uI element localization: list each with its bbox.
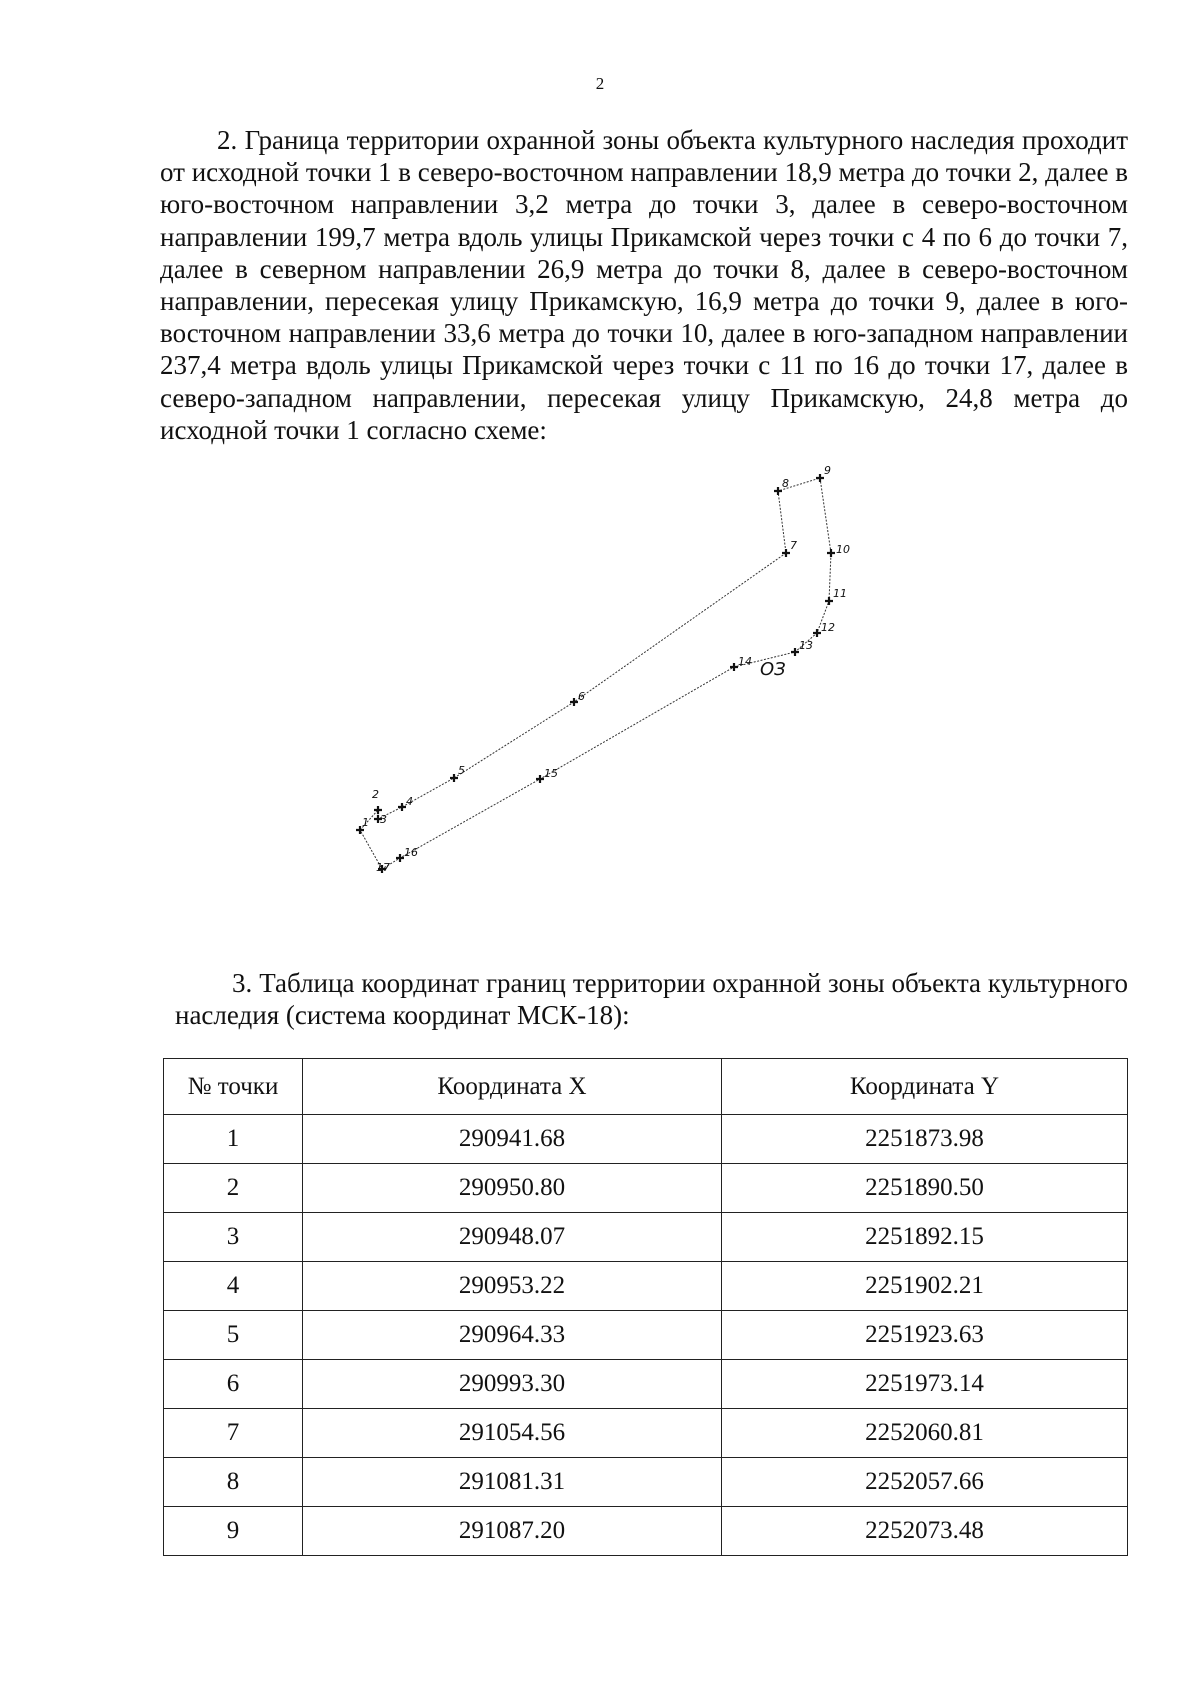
cell-coordinate-x: 291081.31 xyxy=(303,1458,722,1507)
cell-coordinate-x: 290953.22 xyxy=(303,1262,722,1311)
table-row xyxy=(164,1409,1128,1458)
table-header-row xyxy=(164,1059,1128,1115)
boundary-point-mark xyxy=(396,854,404,862)
boundary-point-mark xyxy=(825,597,833,605)
boundary-point-label: 13 xyxy=(799,639,813,652)
boundary-scheme xyxy=(340,464,940,945)
table-row xyxy=(164,1458,1128,1507)
paragraph-boundary-text: 2. Граница территории охранной зоны объекта культурного наследия проходит от исходной точки 1 в северо-восточном направлении 18,9 метра до точки 2, далее в юго-восточном направлении 3,2 метра до точки 3, далее в северо-восточном направлении 199,7 метра вдоль улицы Прикамской через точки с 4 по 6 до точки 7, далее в северном направлении 26,9 метра до точки 8, далее в северо-восточном направлении, пересекая улицу Прикамскую, 16,9 метра до точки 9, далее в юго-восточном направлении 33,6 метра до точки 10, далее в юго-западном направлении 237,4 метра вдоль улицы Прикамской через точки с 11 по 16 до точки 17, далее в северо-западном направлении, пересекая улицу Прикамскую, 24,8 метра до исходной точки 1 согласно схеме: xyxy=(160,125,1128,445)
table-row xyxy=(164,1213,1128,1262)
boundary-point-label: 17 xyxy=(376,861,390,874)
boundary-point-label: 2 xyxy=(372,788,379,801)
table-row xyxy=(164,1360,1128,1409)
boundary-point-mark xyxy=(816,474,824,482)
boundary-point-label: 5 xyxy=(458,764,465,777)
boundary-point-mark xyxy=(774,487,782,495)
cell-coordinate-y: 2252073.48 xyxy=(722,1507,1128,1556)
cell-coordinate-y: 2252057.66 xyxy=(722,1458,1128,1507)
cell-coordinate-y: 2252060.81 xyxy=(722,1409,1128,1458)
cell-point-number: 1 xyxy=(164,1115,303,1164)
boundary-point-label: 8 xyxy=(782,477,789,490)
boundary-point-mark xyxy=(398,803,406,811)
cell-coordinate-y: 2251973.14 xyxy=(722,1360,1128,1409)
cell-coordinate-x: 290993.30 xyxy=(303,1360,722,1409)
page-number: 2 xyxy=(595,74,605,93)
boundary-point-mark xyxy=(536,775,544,783)
cell-coordinate-y: 2251923.63 xyxy=(722,1311,1128,1360)
boundary-point-mark xyxy=(570,698,578,706)
boundary-point-label: 4 xyxy=(406,795,413,808)
header-coordinate-x: Координата X xyxy=(303,1059,722,1115)
cell-coordinate-x: 291087.20 xyxy=(303,1507,722,1556)
boundary-point-mark xyxy=(450,774,458,782)
cell-coordinate-x: 290964.33 xyxy=(303,1311,722,1360)
header-coordinate-y: Координата Y xyxy=(722,1059,1128,1115)
cell-point-number: 8 xyxy=(164,1458,303,1507)
paragraph-table-text: 3. Таблица координат границ территории охранной зоны объекта культурного наследия (система координат МСК-18): xyxy=(175,968,1128,1031)
table-row xyxy=(164,1164,1128,1213)
cell-point-number: 3 xyxy=(164,1213,303,1262)
boundary-point-label: 16 xyxy=(404,846,418,859)
boundary-point-mark xyxy=(730,663,738,671)
header-point-number: № точки xyxy=(164,1059,303,1115)
boundary-point-label: 12 xyxy=(821,621,835,634)
boundary-point-label: 6 xyxy=(578,690,585,703)
boundary-point-label: 1 xyxy=(362,816,369,829)
cell-point-number: 9 xyxy=(164,1507,303,1556)
cell-coordinate-x: 290941.68 xyxy=(303,1115,722,1164)
cell-coordinate-y: 2251902.21 xyxy=(722,1262,1128,1311)
cell-coordinate-x: 290950.80 xyxy=(303,1164,722,1213)
cell-point-number: 2 xyxy=(164,1164,303,1213)
table-row xyxy=(164,1507,1128,1556)
cell-coordinate-y: 2251892.15 xyxy=(722,1213,1128,1262)
table-row xyxy=(164,1311,1128,1360)
boundary-point-label: 3 xyxy=(380,813,387,826)
cell-coordinate-x: 290948.07 xyxy=(303,1213,722,1262)
boundary-point-mark xyxy=(782,549,790,557)
paragraph-table-caption xyxy=(175,967,1128,1031)
coordinates-table xyxy=(163,1058,1128,1556)
boundary-point-label: 9 xyxy=(824,464,831,477)
paragraph-boundary-description xyxy=(160,124,1128,446)
cell-point-number: 4 xyxy=(164,1262,303,1311)
table-row xyxy=(164,1262,1128,1311)
cell-coordinate-y: 2251890.50 xyxy=(722,1164,1128,1213)
boundary-point-mark xyxy=(827,549,835,557)
boundary-point-label: 10 xyxy=(836,543,850,556)
boundary-point-label: 14 xyxy=(738,655,752,668)
zone-label: ОЗ xyxy=(760,659,786,680)
boundary-point-label: 15 xyxy=(544,767,558,780)
cell-coordinate-x: 291054.56 xyxy=(303,1409,722,1458)
cell-point-number: 6 xyxy=(164,1360,303,1409)
cell-point-number: 5 xyxy=(164,1311,303,1360)
cell-coordinate-y: 2251873.98 xyxy=(722,1115,1128,1164)
boundary-point-label: 11 xyxy=(833,587,847,600)
boundary-point-label: 7 xyxy=(790,539,797,552)
table-row xyxy=(164,1115,1128,1164)
cell-point-number: 7 xyxy=(164,1409,303,1458)
